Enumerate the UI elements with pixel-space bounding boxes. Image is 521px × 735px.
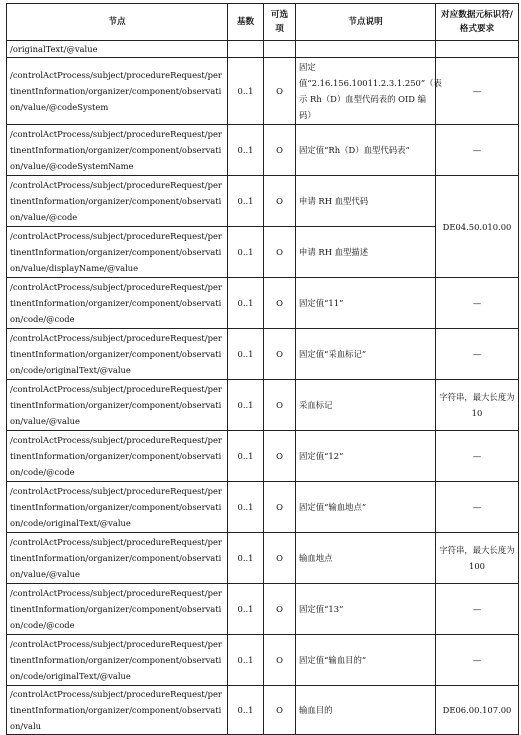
node-path-cell: /controlActProcess/subject/procedureRequest/pertinentInformation/organizer/component/observation/value/displayName/@value	[7, 227, 228, 278]
node-spec-table	[6, 3, 519, 735]
header-cardinality: 基数	[228, 4, 264, 41]
node-path-cell: /controlActProcess/subject/procedureRequest/pertinentInformation/organizer/component/observation/valu	[7, 686, 228, 735]
table-row	[7, 686, 519, 735]
cardinality-cell: 0..1	[228, 329, 264, 380]
description-cell: 输血目的	[296, 686, 436, 735]
cardinality-cell: 0..1	[228, 431, 264, 482]
table-row	[7, 635, 519, 686]
header-requirement: 对应数据元标识符/格式要求	[436, 4, 519, 41]
table-row	[7, 482, 519, 533]
cardinality-cell: 0..1	[228, 584, 264, 635]
requirement-cell: DE06.00.107.00	[436, 686, 519, 735]
cardinality-cell: 0..1	[228, 125, 264, 176]
cardinality-cell: 0..1	[228, 686, 264, 735]
cardinality-cell	[228, 41, 264, 58]
table-row	[7, 533, 519, 584]
optional-cell: O	[264, 431, 296, 482]
cardinality-cell: 0..1	[228, 176, 264, 227]
description-cell: 固定值“Rh（D）血型代码表”	[296, 125, 436, 176]
cardinality-cell: 0..1	[228, 380, 264, 431]
optional-cell: O	[264, 176, 296, 227]
table-row	[7, 125, 519, 176]
requirement-cell: —	[436, 58, 519, 125]
cardinality-cell: 0..1	[228, 482, 264, 533]
requirement-cell: —	[436, 125, 519, 176]
table-row	[7, 278, 519, 329]
cardinality-cell: 0..1	[228, 278, 264, 329]
table-row	[7, 380, 519, 431]
node-path-cell: /controlActProcess/subject/procedureRequest/pertinentInformation/organizer/component/observation/code/@code	[7, 584, 228, 635]
cardinality-cell: 0..1	[228, 58, 264, 125]
table-row	[7, 176, 519, 227]
optional-cell: O	[264, 584, 296, 635]
node-path-cell: /controlActProcess/subject/procedureRequest/pertinentInformation/organizer/component/observation/value/@value	[7, 533, 228, 584]
optional-cell: O	[264, 380, 296, 431]
node-path-cell: /controlActProcess/subject/procedureRequest/pertinentInformation/organizer/component/observation/code/@code	[7, 431, 228, 482]
description-cell: 申请 RH 血型描述	[296, 227, 436, 278]
optional-cell: O	[264, 635, 296, 686]
optional-cell: O	[264, 227, 296, 278]
node-path-cell: /controlActProcess/subject/procedureRequest/pertinentInformation/organizer/component/observation/code/originalText/@value	[7, 329, 228, 380]
node-path-cell: /controlActProcess/subject/procedureRequest/pertinentInformation/organizer/component/observation/value/@codeSystemName	[7, 125, 228, 176]
optional-cell: O	[264, 278, 296, 329]
table-row	[7, 41, 519, 58]
header-optional: 可选项	[264, 4, 296, 41]
node-path-cell: /controlActProcess/subject/procedureRequest/pertinentInformation/organizer/component/observation/code/originalText/@value	[7, 635, 228, 686]
description-cell: 采血标记	[296, 380, 436, 431]
table-row	[7, 431, 519, 482]
requirement-cell: —	[436, 482, 519, 533]
requirement-cell: —	[436, 278, 519, 329]
table-row	[7, 329, 519, 380]
requirement-cell: —	[436, 431, 519, 482]
requirement-cell: 字符串，最大长度为 10	[436, 380, 519, 431]
node-path-cell: /originalText/@value	[7, 41, 228, 58]
requirement-cell: —	[436, 329, 519, 380]
table-row	[7, 58, 519, 125]
optional-cell: O	[264, 58, 296, 125]
requirement-cell: DE04.50.010.00	[436, 176, 519, 278]
optional-cell: O	[264, 125, 296, 176]
description-cell: 申请 RH 血型代码	[296, 176, 436, 227]
optional-cell	[264, 41, 296, 58]
optional-cell: O	[264, 482, 296, 533]
node-path-cell: /controlActProcess/subject/procedureRequest/pertinentInformation/organizer/component/observation/code/originalText/@value	[7, 482, 228, 533]
cardinality-cell: 0..1	[228, 533, 264, 584]
description-cell: 固定值“输血地点”	[296, 482, 436, 533]
description-cell: 固定值“13”	[296, 584, 436, 635]
requirement-cell: —	[436, 635, 519, 686]
table-row	[7, 584, 519, 635]
node-path-cell: /controlActProcess/subject/procedureRequest/pertinentInformation/organizer/component/observation/value/@codeSystem	[7, 58, 228, 125]
description-cell: 固定值“采血标记”	[296, 329, 436, 380]
description-cell: 固定值“输血目的”	[296, 635, 436, 686]
header-description: 节点说明	[296, 4, 436, 41]
node-path-cell: /controlActProcess/subject/procedureRequest/pertinentInformation/organizer/component/observation/value/@value	[7, 380, 228, 431]
description-cell: 固定值“2.16.156.10011.2.3.1.250”（表示 Rh（D）血型代码表的 OID 编码）	[296, 58, 436, 125]
header-node: 节点	[7, 4, 228, 41]
description-cell: 输血地点	[296, 533, 436, 584]
description-cell	[296, 41, 436, 58]
optional-cell: O	[264, 329, 296, 380]
description-cell: 固定值“12”	[296, 431, 436, 482]
requirement-cell: —	[436, 584, 519, 635]
node-path-cell: /controlActProcess/subject/procedureRequest/pertinentInformation/organizer/component/observation/value/@code	[7, 176, 228, 227]
requirement-cell: 字符串，最大长度为 100	[436, 533, 519, 584]
optional-cell: O	[264, 686, 296, 735]
requirement-cell	[436, 41, 519, 58]
optional-cell: O	[264, 533, 296, 584]
description-cell: 固定值“11”	[296, 278, 436, 329]
table-header-row	[7, 4, 519, 41]
cardinality-cell: 0..1	[228, 635, 264, 686]
cardinality-cell: 0..1	[228, 227, 264, 278]
node-path-cell: /controlActProcess/subject/procedureRequest/pertinentInformation/organizer/component/observation/code/@code	[7, 278, 228, 329]
